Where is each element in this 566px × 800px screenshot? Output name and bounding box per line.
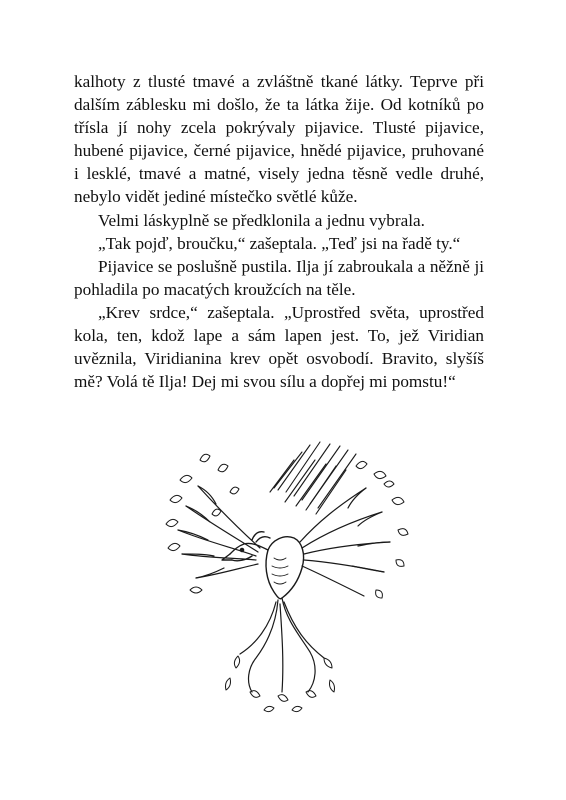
paragraph-5: „Krev srdce,“ zašeptala. „Uprostřed světa, uprostřed kola, ten, kdož lape a sám lapen jest. To, jež Viridian uvěznila, Viridianina krev opět osvobodí. Bravito, slyšíš mě? Volá tě Ilja! Dej mi svou sílu a dopřej mi pomstu!“ [74,302,484,392]
paragraph-3: „Tak pojď, broučku,“ zašeptala. „Teď jsi na řadě ty.“ [98,233,461,253]
paragraph-2: Velmi láskyplně se předklonila a jednu vybrala. [98,210,425,230]
paragraph-1: kalhoty z tlusté tmavé a zvláštně tkané látky. Teprve při dalším záblesku mi došlo, že ta látka žije. Od kotníků po třísla jí nohy zcela pokrývaly pijavice. Tlusté pijavice, hubené pijavice, černé pijavice, hnědé pijavice, pruhované i lesklé, tmavé a matné, visely jedna těsně vedle druhé, nebylo vidět jediné místečko světlé kůže. [74,72,484,207]
body-text [74,70,484,393]
phoenix-icon [160,430,410,720]
paragraph-4: Pijavice se poslušně pustila. Ilja jí zabroukala a něžně ji pohladila po macatých kroužcích na těle. [74,256,484,299]
